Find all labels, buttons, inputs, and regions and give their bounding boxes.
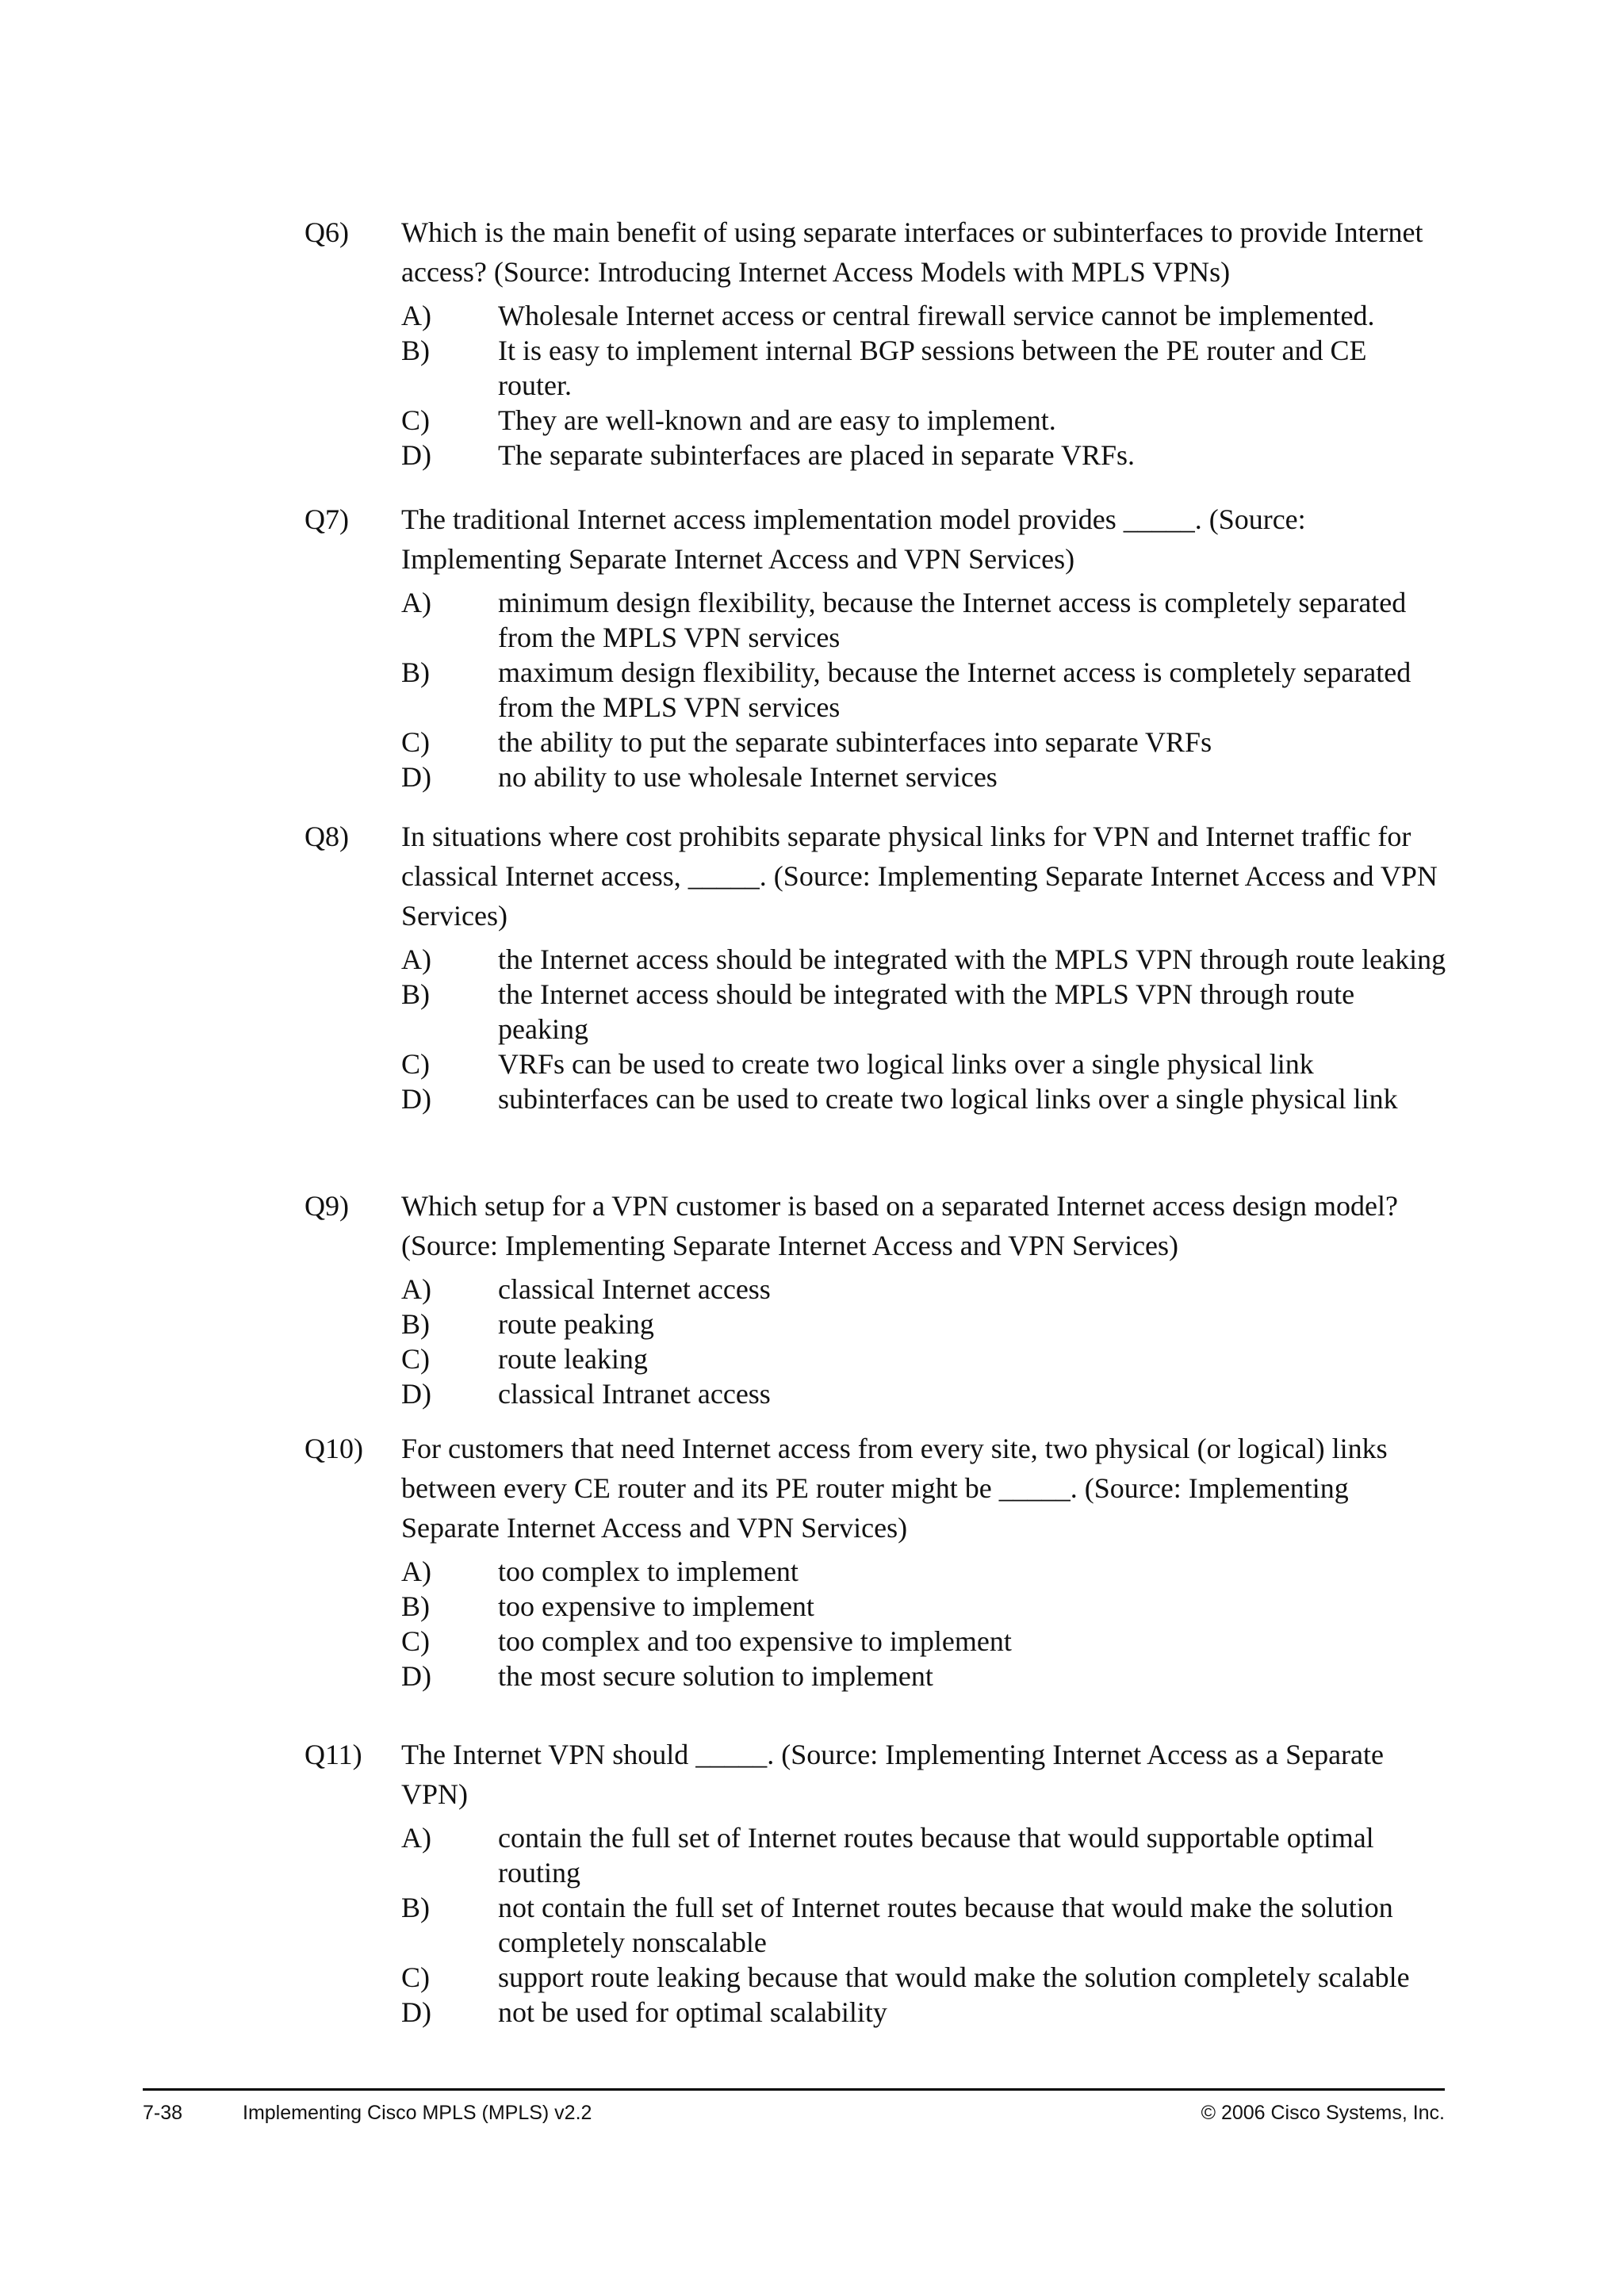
- answer-letter: D): [401, 439, 431, 471]
- answer-text: subinterfaces can be used to create two logical links over a single physical link: [498, 1083, 1398, 1115]
- answer-option: [401, 760, 1446, 794]
- answer-text: classical Intranet access: [498, 1378, 771, 1410]
- answer-option: [401, 1341, 1446, 1376]
- answer-option: [401, 438, 1446, 473]
- footer-course-title: Implementing Cisco MPLS (MPLS) v2.2: [243, 2102, 592, 2124]
- answer-letter: C): [401, 726, 430, 758]
- question-number: Q9): [304, 1190, 349, 1222]
- answer-text: not be used for optimal scalability: [498, 1996, 887, 2028]
- question-text: The traditional Internet access implementation model provides _____. (Source: Implementing Separate Internet Access and VPN Services): [401, 503, 1306, 575]
- answer-letter: A): [401, 1822, 431, 1854]
- answer-letter: C): [401, 1343, 430, 1375]
- answer-letter: A): [401, 587, 431, 618]
- answer-option: [401, 1624, 1446, 1659]
- answer-option: [401, 655, 1446, 725]
- answer-text: the most secure solution to implement: [498, 1660, 933, 1692]
- answer-text: minimum design flexibility, because the Internet access is completely separated from the MPLS VPN services: [498, 587, 1407, 653]
- answer-option: [401, 1554, 1446, 1589]
- answer-text: no ability to use wholesale Internet services: [498, 761, 998, 793]
- answer-letter: D): [401, 1660, 431, 1692]
- answer-option: [401, 1047, 1446, 1081]
- question-text: Which setup for a VPN customer is based on a separated Internet access design model? (Source: Implementing Separate Internet Access and VPN Services): [401, 1190, 1398, 1261]
- answer-option: [401, 1659, 1446, 1693]
- footer-divider: [143, 2088, 1445, 2091]
- answer-text: The separate subinterfaces are placed in separate VRFs.: [498, 439, 1135, 471]
- answer-option: [401, 977, 1446, 1047]
- answer-text: not contain the full set of Internet routes because that would make the solution completely nonscalable: [498, 1892, 1393, 1958]
- answer-option: [401, 1272, 1446, 1307]
- answer-text: classical Internet access: [498, 1273, 771, 1305]
- question-text: For customers that need Internet access from every site, two physical (or logical) links between every CE router and its PE router might be _____. (Source: Implementing Separate Internet Access and VPN Services): [401, 1433, 1388, 1544]
- answer-option: [401, 1307, 1446, 1341]
- answer-letter: C): [401, 1048, 430, 1080]
- footer-copyright: © 2006 Cisco Systems, Inc.: [1201, 2102, 1445, 2124]
- answer-letter: A): [401, 943, 431, 975]
- answer-letter: B): [401, 1590, 430, 1622]
- question-block: [304, 1186, 1446, 1411]
- answer-option: [401, 1589, 1446, 1624]
- answer-text: They are well-known and are easy to implement.: [498, 404, 1056, 436]
- answer-letter: C): [401, 404, 430, 436]
- answer-option: [401, 1820, 1446, 1890]
- answer-list: [401, 1554, 1446, 1693]
- answer-letter: C): [401, 1625, 430, 1657]
- answer-option: [401, 1995, 1446, 2030]
- answer-text: It is easy to implement internal BGP sessions between the PE router and CE router.: [498, 335, 1367, 401]
- answer-list: [401, 585, 1446, 794]
- answer-letter: D): [401, 1083, 431, 1115]
- answer-text: the Internet access should be integrated with the MPLS VPN through route peaking: [498, 978, 1355, 1045]
- answer-text: the ability to put the separate subinterfaces into separate VRFs: [498, 726, 1212, 758]
- question-number: Q11): [304, 1739, 362, 1770]
- answer-option: [401, 585, 1446, 655]
- answer-letter: B): [401, 1308, 430, 1340]
- answer-option: [401, 1376, 1446, 1411]
- question-text: Which is the main benefit of using separate interfaces or subinterfaces to provide Internet access? (Source: Introducing Internet Access Models with MPLS VPNs): [401, 216, 1423, 288]
- answer-option: [401, 403, 1446, 438]
- answer-letter: A): [401, 300, 431, 331]
- question-block: [304, 499, 1446, 794]
- answer-letter: A): [401, 1273, 431, 1305]
- answer-list: [401, 1820, 1446, 2030]
- answer-text: maximum design flexibility, because the Internet access is completely separated from the MPLS VPN services: [498, 656, 1411, 723]
- answer-letter: D): [401, 761, 431, 793]
- question-block: [304, 817, 1446, 1116]
- answer-option: [401, 333, 1446, 403]
- answer-option: [401, 298, 1446, 333]
- question-block: [304, 1735, 1446, 2030]
- page-footer: [143, 2099, 1445, 2126]
- question-number: Q7): [304, 503, 349, 535]
- question-block: [304, 212, 1446, 473]
- answer-text: contain the full set of Internet routes because that would supportable optimal routing: [498, 1822, 1374, 1888]
- question-block: [304, 1429, 1446, 1693]
- answer-text: Wholesale Internet access or central firewall service cannot be implemented.: [498, 300, 1375, 331]
- answer-letter: C): [401, 1961, 430, 1993]
- answer-text: support route leaking because that would make the solution completely scalable: [498, 1961, 1410, 1993]
- question-number: Q6): [304, 216, 349, 248]
- answer-list: [401, 1272, 1446, 1411]
- answer-option: [401, 1960, 1446, 1995]
- question-number: Q10): [304, 1433, 363, 1464]
- answer-letter: D): [401, 1378, 431, 1410]
- question-text: The Internet VPN should _____. (Source: Implementing Internet Access as a Separate VPN): [401, 1739, 1384, 1810]
- answer-letter: B): [401, 656, 430, 688]
- question-number: Q8): [304, 821, 349, 852]
- answer-option: [401, 942, 1446, 977]
- answer-option: [401, 1081, 1446, 1116]
- answer-text: too complex to implement: [498, 1556, 799, 1587]
- answer-letter: A): [401, 1556, 431, 1587]
- answer-letter: B): [401, 1892, 430, 1923]
- question-text: In situations where cost prohibits separate physical links for VPN and Internet traffic for classical Internet access, _____. (Source: Implementing Separate Internet Access and VPN Services): [401, 821, 1438, 932]
- answer-list: [401, 942, 1446, 1116]
- answer-text: too expensive to implement: [498, 1590, 814, 1622]
- footer-page-number: 7-38: [143, 2102, 183, 2124]
- answer-text: route leaking: [498, 1343, 648, 1375]
- answer-text: the Internet access should be integrated with the MPLS VPN through route leaking: [498, 943, 1446, 975]
- answer-text: route peaking: [498, 1308, 654, 1340]
- answer-letter: B): [401, 335, 430, 366]
- answer-option: [401, 725, 1446, 760]
- answer-list: [401, 298, 1446, 473]
- answer-text: too complex and too expensive to implement: [498, 1625, 1012, 1657]
- answer-letter: D): [401, 1996, 431, 2028]
- answer-letter: B): [401, 978, 430, 1010]
- answer-text: VRFs can be used to create two logical links over a single physical link: [498, 1048, 1314, 1080]
- answer-option: [401, 1890, 1446, 1960]
